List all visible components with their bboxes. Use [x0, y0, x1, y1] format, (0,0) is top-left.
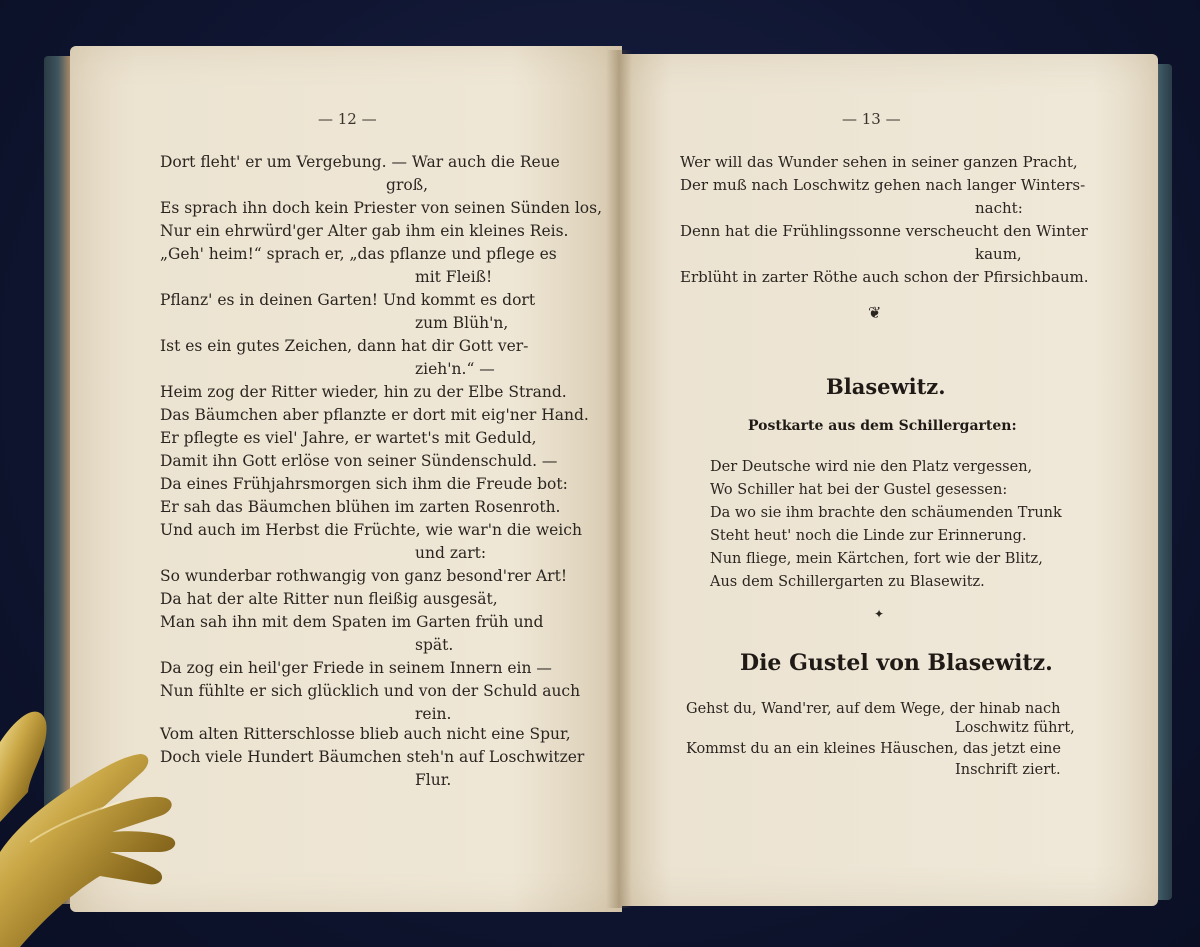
poem-line: Gehst du, Wand'rer, auf dem Wege, der hinab nach [686, 701, 1061, 717]
left-line: Flur. [415, 771, 452, 789]
left-line: Er sah das Bäumchen blühen im zarten Rosenroth. [160, 498, 561, 516]
left-line: Das Bäumchen aber pflanzte er dort mit eig'ner Hand. [160, 406, 589, 424]
left-line: Man sah ihn mit dem Spaten im Garten früh und [160, 613, 544, 631]
left-line: Da hat der alte Ritter nun fleißig ausgesät, [160, 590, 498, 608]
left-page-number: — 12 — [318, 110, 377, 128]
postcard-line: Aus dem Schillergarten zu Blasewitz. [710, 574, 985, 590]
right-line: Wer will das Wunder sehen in seiner ganzen Pracht, [680, 153, 1078, 171]
left-line: Pflanz' es in deinen Garten! Und kommt es dort [160, 291, 536, 309]
left-line: Und auch im Herbst die Früchte, wie war'n die weich [160, 521, 582, 539]
brass-hand-bookmark [0, 702, 190, 947]
left-line: Nur ein ehrwürd'ger Alter gab ihm ein kleines Reis. [160, 222, 569, 240]
right-line: nacht: [975, 199, 1023, 217]
postcard-line: Wo Schiller hat bei der Gustel gesessen: [710, 482, 1008, 498]
right-line: kaum, [975, 245, 1022, 263]
postcard-line: Der Deutsche wird nie den Platz vergessen, [710, 459, 1033, 475]
postcard-line: Da wo sie ihm brachte den schäumenden Trunk [710, 505, 1062, 521]
right-line: Erblüht in zarter Röthe auch schon der Pfirsichbaum. [680, 268, 1089, 286]
book-gutter [606, 50, 632, 908]
left-line: Doch viele Hundert Bäumchen steh'n auf Loschwitzer [160, 748, 585, 766]
left-line: Er pflegte es viel' Jahre, er wartet's mit Geduld, [160, 429, 537, 447]
right-line: Denn hat die Frühlingssonne verscheucht den Winter [680, 222, 1088, 240]
postcard-line: Steht heut' noch die Linde zur Erinnerung. [710, 528, 1027, 544]
left-line: mit Fleiß! [415, 268, 493, 286]
left-line: zum Blüh'n, [415, 314, 509, 332]
postcard-line: Nun fliege, mein Kärtchen, fort wie der Blitz, [710, 551, 1043, 567]
left-line: Dort fleht' er um Vergebung. — War auch die Reue [160, 153, 560, 171]
right-line: Der muß nach Loschwitz gehen nach langer Winters- [680, 176, 1086, 194]
left-line: Heim zog der Ritter wieder, hin zu der Elbe Strand. [160, 383, 567, 401]
poem-line: Loschwitz führt, [955, 720, 1075, 736]
left-line: Nun fühlte er sich glücklich und von der Schuld auch [160, 682, 581, 700]
left-line: Da eines Frühjahrsmorgen sich ihm die Freude bot: [160, 475, 568, 493]
left-line: groß, [386, 176, 428, 194]
left-line: Damit ihn Gott erlöse von seiner Sündenschuld. — [160, 452, 558, 470]
left-line: „Geh' heim!“ sprach er, „das pflanze und pflege es [160, 245, 557, 263]
left-line: rein. [415, 705, 452, 723]
left-line: Es sprach ihn doch kein Priester von seinen Sünden los, [160, 199, 603, 217]
ornament-leaf-icon: ❦ [868, 303, 882, 322]
left-line: zieh'n.“ — [415, 360, 495, 378]
section-title: Blasewitz. [826, 374, 946, 399]
poem-line: Inschrift ziert. [955, 762, 1061, 778]
left-line: Da zog ein heil'ger Friede in seinem Innern ein — [160, 659, 552, 677]
left-line: spät. [415, 636, 454, 654]
left-line: So wunderbar rothwangig von ganz besond'rer Art! [160, 567, 568, 585]
left-line: und zart: [415, 544, 487, 562]
poem-title: Die Gustel von Blasewitz. [740, 650, 1053, 676]
left-line: Ist es ein gutes Zeichen, dann hat dir Gott ver- [160, 337, 529, 355]
right-page-number: — 13 — [842, 110, 901, 128]
ornament-star-icon: ✦ [874, 607, 885, 621]
poem-line: Kommst du an ein kleines Häuschen, das jetzt eine [686, 741, 1061, 757]
left-line: Vom alten Ritterschlosse blieb auch nicht eine Spur, [160, 725, 571, 743]
section-subtitle: Postkarte aus dem Schillergarten: [748, 418, 1017, 434]
